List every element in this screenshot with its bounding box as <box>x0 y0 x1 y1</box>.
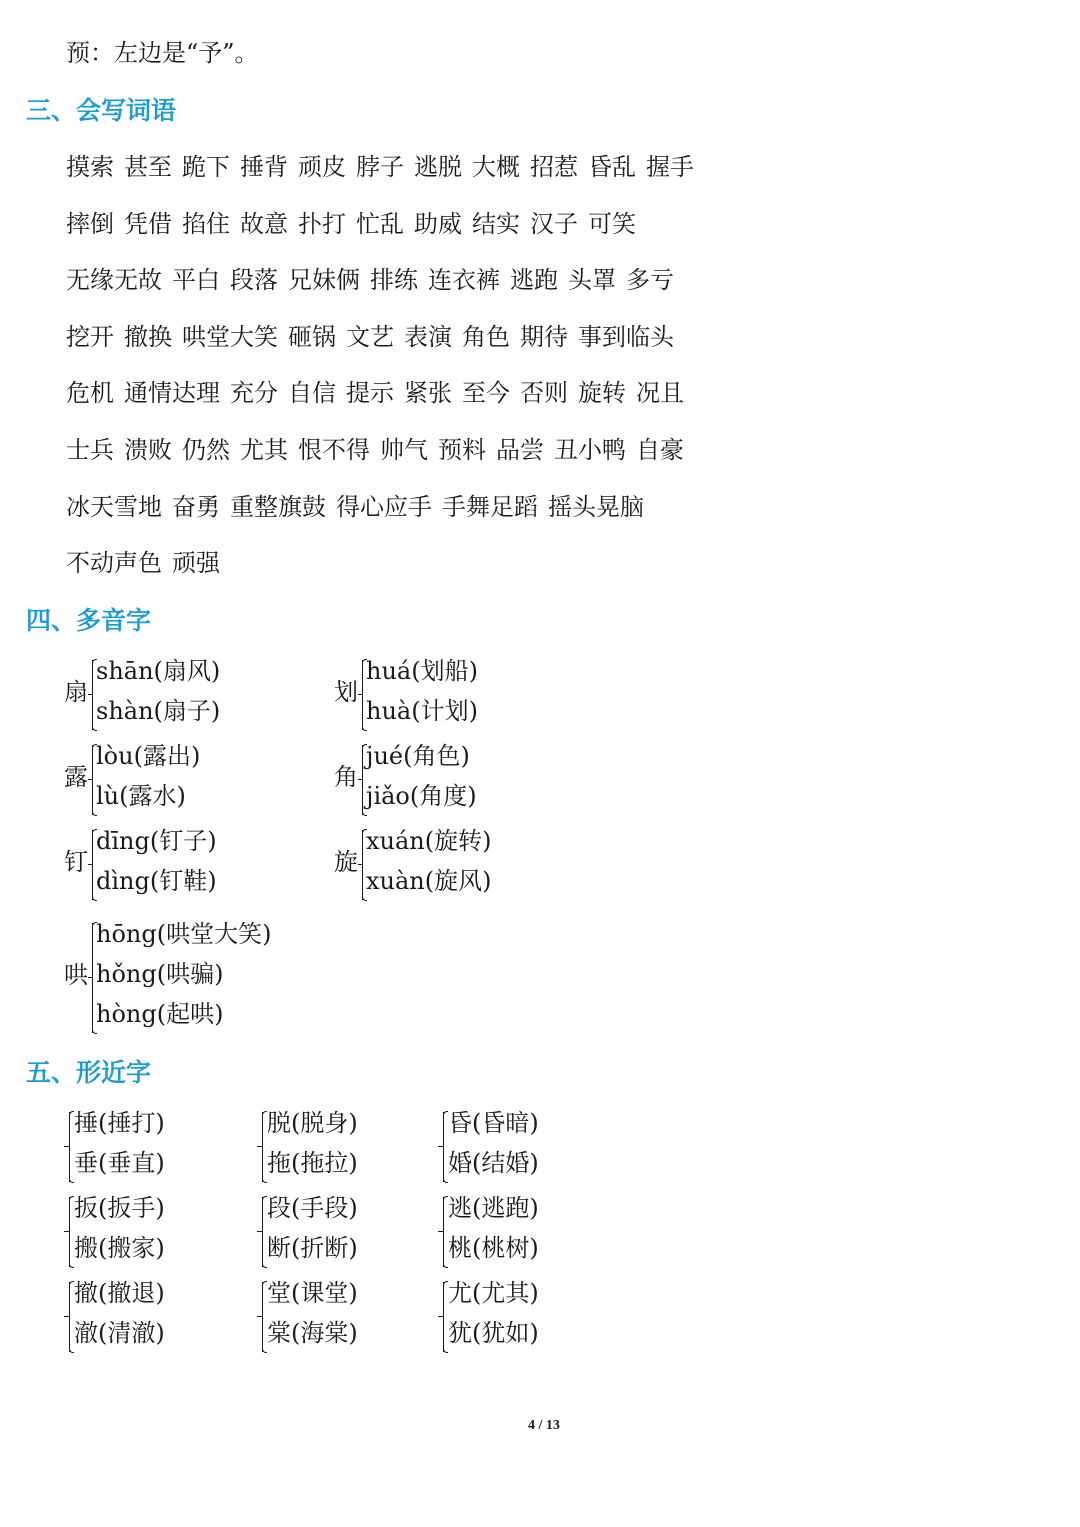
similar-char-item: 拖(拖拉) <box>267 1149 358 1177</box>
brace-tick <box>257 1146 262 1147</box>
vocab-word: 得心应手 <box>336 493 432 521</box>
brace-tick <box>438 1146 443 1147</box>
vocab-word: 丑小鸭 <box>554 436 626 464</box>
vocab-word: 招惹 <box>530 153 578 181</box>
vocab-word: 扑打 <box>298 210 346 238</box>
similar-char-item: 逃(逃跑) <box>448 1194 539 1222</box>
brace-tick <box>438 1231 443 1232</box>
vocab-word: 紧张 <box>404 379 452 407</box>
vocab-word: 顽皮 <box>298 153 346 181</box>
brace-tick <box>64 1231 69 1232</box>
vocab-word: 脖子 <box>356 153 404 181</box>
similar-char-item: 断(折断) <box>267 1234 358 1262</box>
intro-line: 预：左边是“予”。 <box>66 39 259 67</box>
vocab-row <box>66 208 646 240</box>
vocab-word: 忙乱 <box>356 210 404 238</box>
brace-tick <box>88 694 93 695</box>
polyphone-reading: dīng(钉子) <box>96 827 217 855</box>
similar-char-item: 澈(清澈) <box>74 1319 165 1347</box>
vocab-word: 逃脱 <box>414 153 462 181</box>
vocab-word: 危机 <box>66 379 114 407</box>
vocab-word: 文艺 <box>346 323 394 351</box>
polyphone-reading: dìng(钉鞋) <box>96 867 217 895</box>
polyphone-reading: hòng(起哄) <box>96 1000 224 1028</box>
brace-icon <box>69 1112 73 1182</box>
vocab-word: 自豪 <box>636 436 684 464</box>
brace-tick <box>64 1146 69 1147</box>
similar-char-item: 昏(昏暗) <box>448 1109 539 1137</box>
vocab-word: 砸锅 <box>288 323 336 351</box>
brace-icon <box>443 1197 447 1267</box>
vocab-row <box>66 264 684 296</box>
vocab-word: 连衣裤 <box>428 266 500 294</box>
similar-char-item: 婚(结婚) <box>448 1149 539 1177</box>
brace-tick <box>438 1316 443 1317</box>
vocab-word: 顽强 <box>172 549 220 577</box>
polyphone-reading: shàn(扇子) <box>96 697 221 725</box>
vocab-word: 多亏 <box>626 266 674 294</box>
vocab-word: 捶背 <box>240 153 288 181</box>
similar-char-item: 棠(海棠) <box>267 1319 358 1347</box>
similar-char-item: 捶(捶打) <box>74 1109 165 1137</box>
polyphone-reading: jué(角色) <box>366 742 470 770</box>
brace-icon <box>69 1282 73 1352</box>
vocab-word: 逃跑 <box>510 266 558 294</box>
vocab-word: 昏乱 <box>588 153 636 181</box>
brace-icon <box>443 1282 447 1352</box>
section-heading-polyphones: 四、多音字 <box>26 606 152 635</box>
vocab-word: 尤其 <box>240 436 288 464</box>
vocab-word: 段落 <box>230 266 278 294</box>
brace-tick <box>64 1316 69 1317</box>
vocab-word: 兄妹俩 <box>288 266 360 294</box>
vocab-word: 期待 <box>520 323 568 351</box>
vocab-word: 品尝 <box>496 436 544 464</box>
polyphone-char: 划 <box>334 678 358 706</box>
brace-tick <box>358 864 363 865</box>
polyphone-reading: hōng(哄堂大笑) <box>96 920 272 948</box>
vocab-word: 溃败 <box>124 436 172 464</box>
brace-tick <box>88 779 93 780</box>
vocab-word: 况且 <box>636 379 684 407</box>
vocab-row <box>66 547 230 579</box>
vocab-row <box>66 151 704 183</box>
brace-icon <box>443 1112 447 1182</box>
vocab-word: 自信 <box>288 379 336 407</box>
vocab-word: 士兵 <box>66 436 114 464</box>
vocab-word: 摔倒 <box>66 210 114 238</box>
vocab-word: 掐住 <box>182 210 230 238</box>
vocab-row <box>66 321 684 353</box>
brace-tick <box>257 1231 262 1232</box>
similar-char-item: 尤(尤其) <box>448 1279 539 1307</box>
vocab-word: 仍然 <box>182 436 230 464</box>
polyphone-char: 旋 <box>334 848 358 876</box>
vocab-word: 排练 <box>370 266 418 294</box>
brace-tick <box>358 694 363 695</box>
vocab-word: 表演 <box>404 323 452 351</box>
vocab-word: 充分 <box>230 379 278 407</box>
page-number: 4 / 13 <box>528 1418 560 1433</box>
similar-char-item: 脱(脱身) <box>267 1109 358 1137</box>
vocab-word: 预料 <box>438 436 486 464</box>
similar-char-item: 犹(犹如) <box>448 1319 539 1347</box>
vocab-word: 大概 <box>472 153 520 181</box>
brace-icon <box>69 1197 73 1267</box>
vocab-word: 旋转 <box>578 379 626 407</box>
polyphone-reading: jiǎo(角度) <box>366 782 477 810</box>
polyphone-reading: hǒng(哄骗) <box>96 960 224 988</box>
polyphone-reading: lòu(露出) <box>96 742 201 770</box>
brace-tick <box>358 779 363 780</box>
similar-char-item: 堂(课堂) <box>267 1279 358 1307</box>
brace-icon <box>262 1112 266 1182</box>
polyphone-char: 扇 <box>64 678 88 706</box>
polyphone-char: 角 <box>334 763 358 791</box>
vocab-word: 否则 <box>520 379 568 407</box>
brace-icon <box>262 1282 266 1352</box>
polyphone-reading: huà(计划) <box>366 697 478 725</box>
vocab-word: 重整旗鼓 <box>230 493 326 521</box>
vocab-word: 不动声色 <box>66 549 162 577</box>
similar-char-item: 段(手段) <box>267 1194 358 1222</box>
section-heading-similar-chars: 五、形近字 <box>26 1058 152 1087</box>
vocab-word: 冰天雪地 <box>66 493 162 521</box>
vocab-word: 摸索 <box>66 153 114 181</box>
vocab-word: 恨不得 <box>298 436 370 464</box>
polyphone-reading: xuàn(旋风) <box>366 867 492 895</box>
vocab-word: 通情达理 <box>124 379 220 407</box>
vocab-word: 哄堂大笑 <box>182 323 278 351</box>
polyphone-char: 哄 <box>64 961 88 989</box>
similar-char-item: 扳(扳手) <box>74 1194 165 1222</box>
vocab-word: 至今 <box>462 379 510 407</box>
vocab-word: 头罩 <box>568 266 616 294</box>
brace-tick <box>257 1316 262 1317</box>
vocab-word: 帅气 <box>380 436 428 464</box>
vocab-word: 撤换 <box>124 323 172 351</box>
vocab-word: 手舞足蹈 <box>442 493 538 521</box>
polyphone-char: 钉 <box>64 848 88 876</box>
vocab-word: 无缘无故 <box>66 266 162 294</box>
vocab-word: 凭借 <box>124 210 172 238</box>
vocab-word: 摇头晃脑 <box>548 493 644 521</box>
brace-icon <box>262 1197 266 1267</box>
polyphone-reading: lù(露水) <box>96 782 186 810</box>
vocab-word: 挖开 <box>66 323 114 351</box>
similar-char-item: 撤(撤退) <box>74 1279 165 1307</box>
vocab-word: 可笑 <box>588 210 636 238</box>
vocab-word: 跪下 <box>182 153 230 181</box>
similar-char-item: 垂(垂直) <box>74 1149 165 1177</box>
similar-char-item: 搬(搬家) <box>74 1234 165 1262</box>
polyphone-reading: shān(扇风) <box>96 657 221 685</box>
polyphone-reading: huá(划船) <box>366 657 478 685</box>
vocab-row <box>66 434 694 466</box>
brace-tick <box>88 864 93 865</box>
polyphone-char: 露 <box>64 763 88 791</box>
vocab-word: 结实 <box>472 210 520 238</box>
vocab-word: 事到临头 <box>578 323 674 351</box>
vocab-word: 汉子 <box>530 210 578 238</box>
vocab-word: 甚至 <box>124 153 172 181</box>
vocab-word: 故意 <box>240 210 288 238</box>
vocab-word: 角色 <box>462 323 510 351</box>
vocab-word: 平白 <box>172 266 220 294</box>
vocab-row <box>66 491 654 523</box>
vocab-word: 助威 <box>414 210 462 238</box>
vocab-word: 握手 <box>646 153 694 181</box>
section-heading-vocabulary: 三、会写词语 <box>26 96 177 125</box>
polyphone-reading: xuán(旋转) <box>366 827 492 855</box>
similar-char-item: 桃(桃树) <box>448 1234 539 1262</box>
vocab-word: 奋勇 <box>172 493 220 521</box>
vocab-row <box>66 377 694 409</box>
vocab-word: 提示 <box>346 379 394 407</box>
brace-tick <box>88 977 93 978</box>
